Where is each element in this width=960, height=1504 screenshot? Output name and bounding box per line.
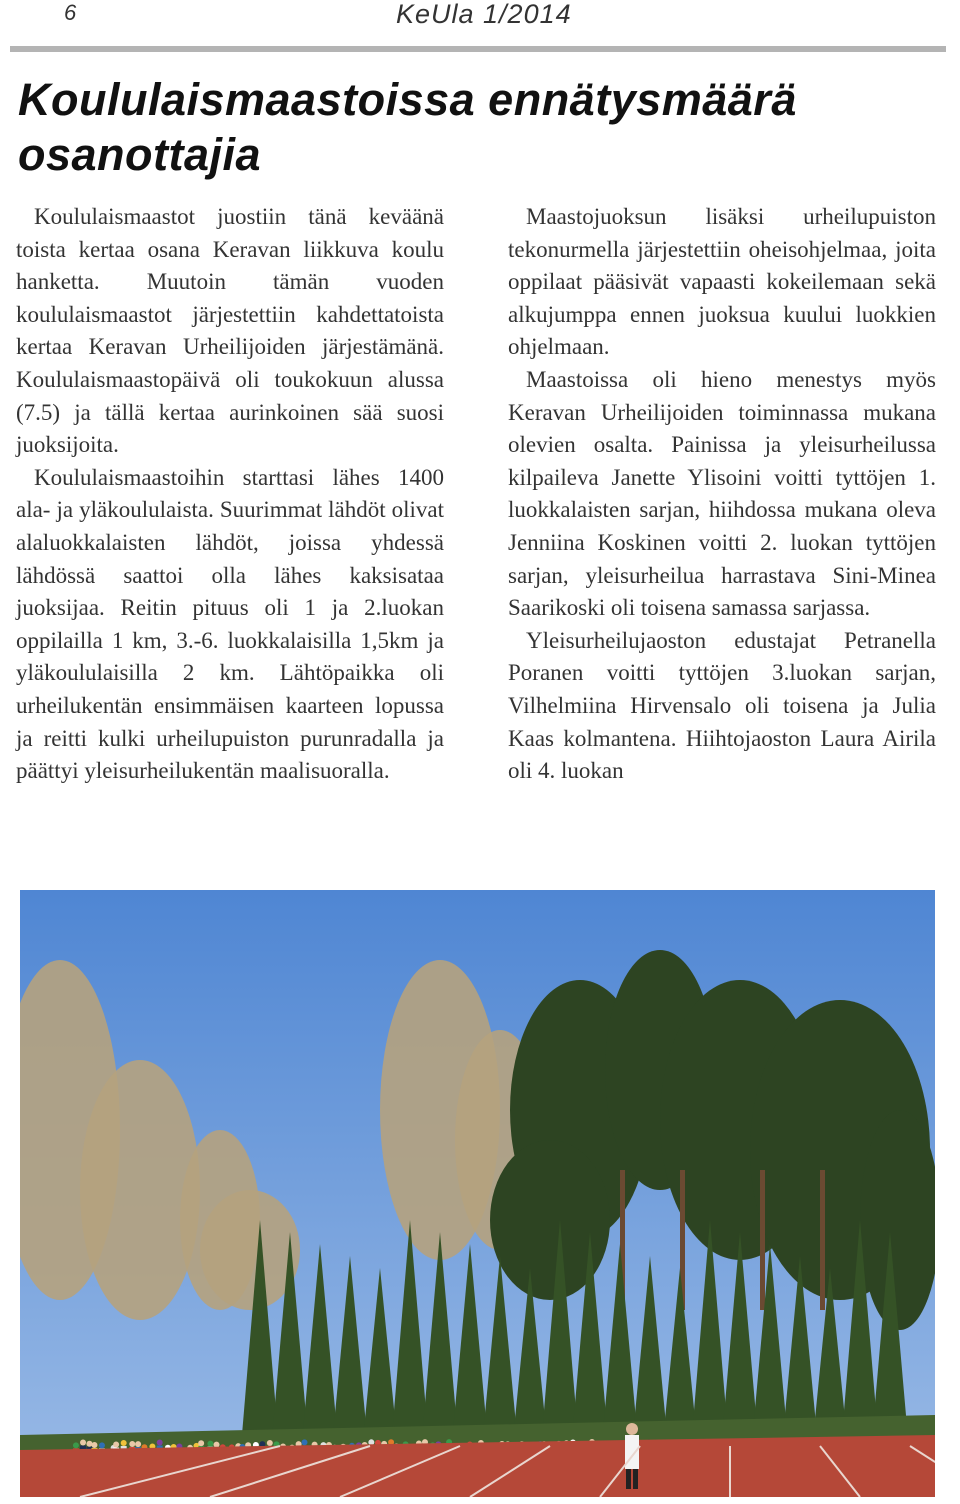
headline-line-2: osanottajia (18, 129, 262, 180)
left-paragraph-1: Koululaismaastot juostiin tänä keväänä toista kertaa osana Keravan liikkuva koulu hanketta. Muutoin tämän vuoden koululaismaastot järjestettiin kahdettatoista kertaa Keravan Urheilijoiden järjestämänä. Koululaismaastopäivä oli toukokuun alussa (7.5) ja tällä kertaa aurinkoinen sää suosi juoksijoita. (16, 204, 444, 458)
left-paragraph-2: Koululaismaastoihin starttasi lähes 1400 ala- ja yläkoululaista. Suurimmat lähdöt olivat alaluokkalaisten lähdöt, joissa yhdessä lähdössä saattoi olla lähes kaksisataa juoksijaa. Reitin pituus oli 1 ja 2.luokan oppilailla 1 km, 3.-6. luokkalaisilla 1,5km ja yläkoululaisilla 2 km. Lähtöpaikka oli urheilukentän ensimmäisen kaarteen lopussa ja reitti kulki urheilupuiston purunradalla ja päättyi yleisurheilukentän maalisuoralla. (16, 464, 444, 784)
left-text-column (16, 201, 444, 788)
headline-line-1: Koululaismaastoissa ennätysmäärä (18, 74, 797, 125)
race-start-photo (20, 890, 935, 1497)
page-header (0, 0, 960, 48)
magazine-issue: KeUla 1/2014 (396, 0, 572, 29)
article-headline (18, 72, 938, 182)
right-paragraph-3: Yleisurheilujaoston edustajat Petranella Poranen voitti tyttöjen 3.luokan sarjan, Vilhelmiina Hirvensalo oli toisena ja Julia Kaas kolmantena. Hiihtojaoston Laura Airila oli 4. luokan (508, 627, 936, 784)
page-number: 6 (64, 0, 77, 25)
right-paragraph-2: Maastoissa oli hieno menestys myös Keravan Urheilijoiden toiminnassa mukana olevien osalta. Painissa ja yleisurheilussa kilpaileva Janette Ylisoini voitti tyttöjen 1. luokkalaisten sarjan, hiihdossa mukana oleva Jenniina Koskinen voitti 2. luokan tyttöjen sarjan, yleisurheilua harrastava Sini-Minea Saarikoski oli toisena samassa sarjassa. (508, 366, 936, 621)
photo-illustration (20, 890, 935, 1497)
right-text-column (508, 201, 936, 788)
right-paragraph-1: Maastojuoksun lisäksi urheilupuiston tekonurmella järjestettiin oheisohjelmaa, joita oppilaat pääsivät vapaasti kokeilemaan sekä alkujumppa ennen juoksua kuului luokkien ohjelmaan. (508, 204, 936, 360)
header-rule (10, 46, 946, 52)
